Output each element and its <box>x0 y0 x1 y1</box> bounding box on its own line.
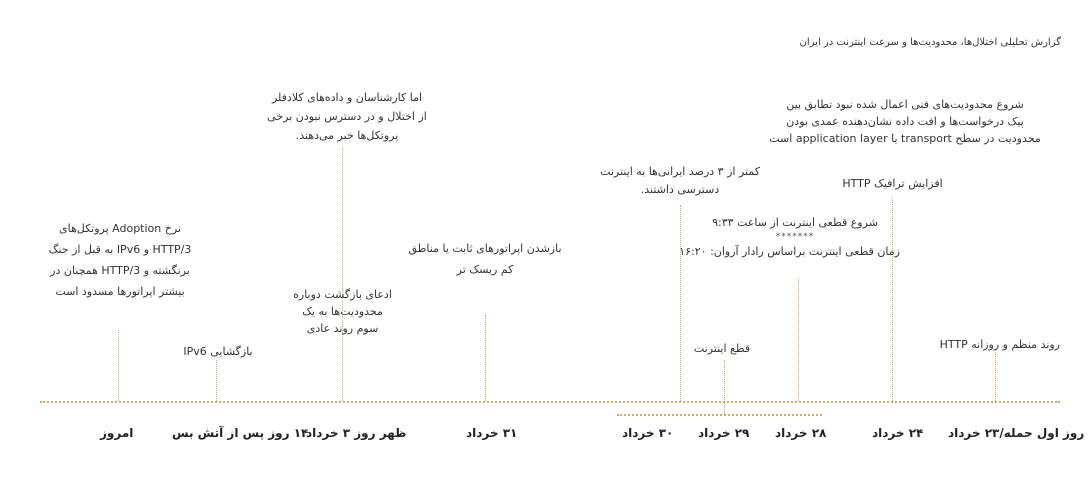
note-line: بازگشایی IPv6 <box>183 345 253 358</box>
note-line: روند منظم و روزانه HTTP <box>939 338 1060 351</box>
note-http-daily <box>940 334 1060 355</box>
note-line: افزایش ترافیک HTTP <box>842 177 943 190</box>
note-under-3-percent <box>590 163 770 199</box>
date-label: ۳۱ خرداد <box>466 426 518 440</box>
date-label: ۳۰ خرداد <box>622 426 674 440</box>
date-label: امروز <box>100 426 134 440</box>
note-line: پیک درخواست‌ها و افت داده نشان‌دهنده عمدی بودن <box>786 115 1024 128</box>
note-http-increase <box>835 173 950 194</box>
note-line: نرخ Adoption پروتکل‌های <box>58 222 181 235</box>
note-internet-cut <box>672 338 772 359</box>
stem-under3 <box>680 205 681 401</box>
date-label: روز اول حمله/۲۳ خرداد <box>948 426 1085 440</box>
date-label: ظهر روز ۳ خرداد <box>306 426 407 440</box>
stem-http-daily <box>995 350 996 401</box>
note-return-claim <box>280 286 405 337</box>
timeline-sub-axis <box>617 414 822 416</box>
timeline-axis <box>40 401 1060 403</box>
note-line: کم ریسک تر <box>456 263 514 276</box>
note-cloudflare <box>262 88 432 145</box>
stem-ipv6-reopen <box>216 360 217 401</box>
note-line: زمان قطعی اینترنت براساس رادار آروان: ۱۶:۲۰ <box>679 245 900 258</box>
stem-cloudflare <box>342 148 343 401</box>
note-line: HTTP/3 و IPv6 به قبل از جنگ <box>48 243 192 256</box>
note-restrictions-start <box>765 96 1045 147</box>
note-line: بازشدن اپراتورهای ثابت یا مناطق <box>408 242 562 255</box>
stem-outage-radar <box>798 278 799 401</box>
note-separator: ******* <box>775 232 815 242</box>
note-line: پروتکل‌ها خبر می‌دهند. <box>295 129 399 142</box>
page-title: گزارش تحلیلی اختلال‌ها، محدودیت‌ها و سرعت اینترنت در ایران <box>799 37 1061 48</box>
note-line: کمتر از ۳ درصد ایرانی‌ها به اینترنت <box>600 165 760 178</box>
note-outage-times <box>679 214 900 260</box>
note-line: قطع اینترنت <box>693 342 751 355</box>
note-fixed-operators <box>400 238 570 280</box>
note-line: برنگشته و HTTP/3 همچنان در <box>50 264 190 277</box>
note-line: شروع محدودیت‌های فنی اعمال شده نبود تطابق بین <box>786 98 1024 111</box>
note-line: محدودیت در سطح transport یا application layer است <box>769 132 1041 145</box>
note-line: اما کارشناسان و داده‌های کلادفلر <box>271 91 423 104</box>
date-label: ۲۹ خرداد <box>698 426 750 440</box>
date-label: ۲۸ خرداد <box>775 426 827 440</box>
note-line: سوم روند عادی <box>306 322 379 335</box>
note-line: ادعای بازگشت دوباره <box>293 288 392 301</box>
date-label: ۲۴ خرداد <box>872 426 924 440</box>
note-line: دسترسی داشتند. <box>640 183 720 196</box>
note-line: محدودیت‌ها به یک <box>302 305 383 318</box>
date-label: ۱۴ روز پس از آتش بس <box>172 426 309 440</box>
note-line: از اختلال و در دسترس نبودن برخی <box>267 110 427 123</box>
stem-fixed-operators <box>485 315 486 401</box>
note-adoption <box>40 218 200 302</box>
note-ipv6-reopen <box>168 341 268 362</box>
note-line: بیشتر اپراتورها مسدود است <box>55 285 185 298</box>
note-line: شروع قطعی اینترنت از ساعت ۹:۳۳ <box>712 216 878 229</box>
stem-outage-start <box>724 360 725 414</box>
stem-adoption <box>118 330 119 401</box>
